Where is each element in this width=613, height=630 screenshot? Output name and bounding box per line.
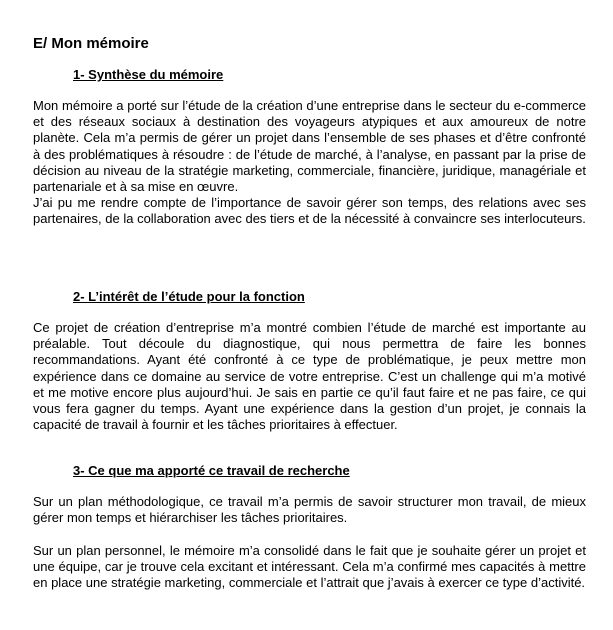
section-heading-apport: 3- Ce que ma apporté ce travail de recherche [73,463,350,478]
paragraph-apport-2: Sur un plan personnel, le mémoire m’a consolidé dans le fait que je souhaite gérer un projet et une équipe, car je trouve cela excitant et intéressant. Cela m’a confirmé mes capacités à mettre en place une stratégie marketing, commerciale et l’attrait que j’avais à exercer ce type d’activité. [33,543,586,591]
paragraph-synthese-1: Mon mémoire a porté sur l’étude de la création d’une entreprise dans le secteur du e-commerce et des réseaux sociaux à destination des voyageurs atypiques et aux amoureux de notre planète. Cela m’a permis de gérer un projet dans l’ensemble de ses phases et d’être confronté à des problématiques à résoudre : de l’étude de marché, à l’analyse, en passant par la prise de décision au niveau de la stratégie marketing, commerciale, financière, juridique, managériale et partenariale et à sa mise en œuvre. [33,98,586,195]
page-title: E/ Mon mémoire [33,35,149,52]
section-heading-interet: 2- L’intérêt de l’étude pour la fonction [73,289,305,304]
paragraph-interet-1: Ce projet de création d’entreprise m’a montré combien l’étude de marché est importante au préalable. Tout découle du diagnostique, qui nous permettra de faire les bonnes recommandations. Ayant été confronté à ce type de problématique, je peux mettre mon expérience dans ce domaine au service de votre entreprise. C’est un challenge qui m’a motivé et me motive encore plus aujourd’hui. Je sais en partie ce qu’il faut faire et ne pas faire, ce qui vous fera gagner du temps. Ayant une expérience dans la gestion d’un projet, je connais la capacité de travail à fournir et les tâches prioritaires à effectuer. [33,320,586,433]
paragraph-synthese-2: J’ai pu me rendre compte de l’importance de savoir gérer son temps, des relations avec ses partenaires, de la collaboration avec des tiers et de la nécessité à convaincre ses interlocuteurs. [33,195,586,227]
paragraph-apport-1: Sur un plan méthodologique, ce travail m’a permis de savoir structurer mon travail, de mieux gérer mon temps et hiérarchiser les tâches prioritaires. [33,494,586,526]
section-heading-synthese: 1- Synthèse du mémoire [73,67,224,82]
